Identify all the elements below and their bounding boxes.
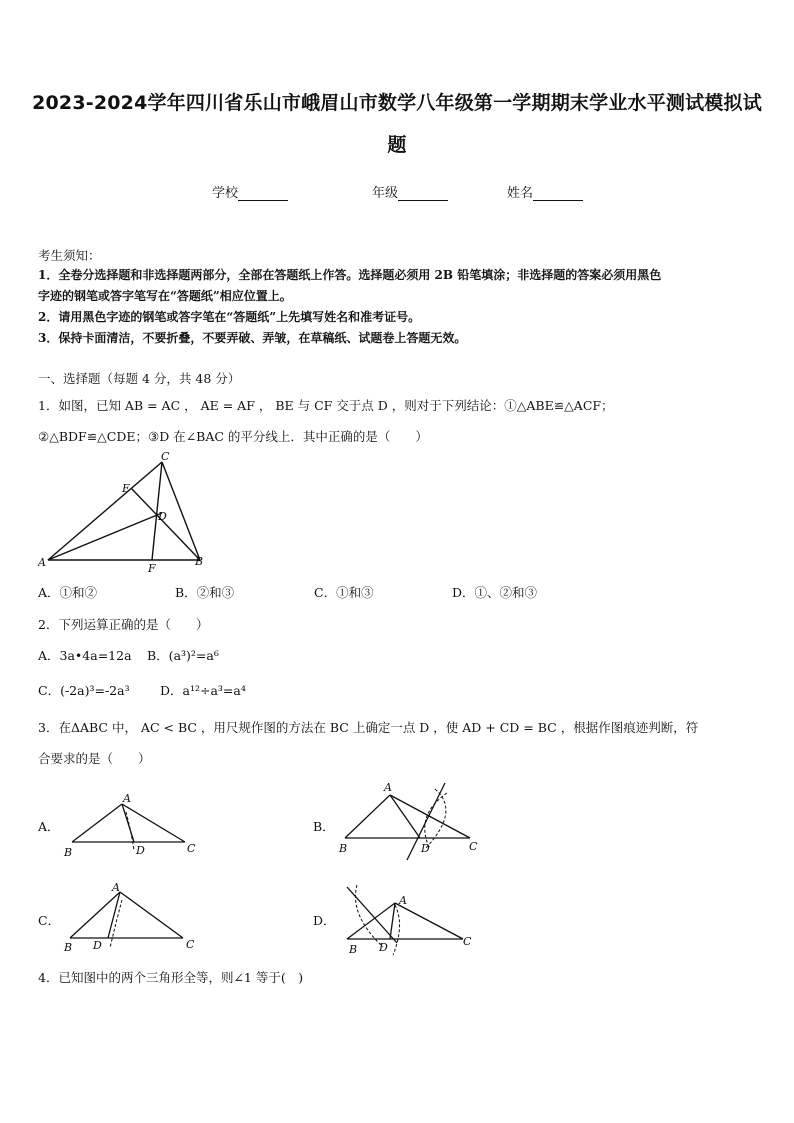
q3b-label-C: C xyxy=(469,840,478,853)
q3-option-d-letter[interactable]: D． xyxy=(313,913,336,928)
q1-label-A: A xyxy=(38,556,46,569)
q3d-label-C: C xyxy=(463,935,472,948)
q2-option-b[interactable] xyxy=(147,646,219,664)
q2-option-c[interactable] xyxy=(38,681,130,699)
q3-option-d-figure xyxy=(335,875,495,960)
q1-label-B: B xyxy=(195,555,204,568)
section-heading: 一、选择题（每题 4 分，共 48 分） xyxy=(38,371,241,386)
grade-label: 年级 xyxy=(372,186,399,201)
q3a-label-B: B xyxy=(64,846,73,859)
q3b-label-B: B xyxy=(339,842,348,855)
q1-option-c[interactable]: C．①和③ xyxy=(314,585,374,600)
school-label: 学校 xyxy=(212,186,239,201)
school-field xyxy=(212,182,288,201)
q1-stem-line1: 1．如图，已知 AB = AC ， AE = AF ， BE 与 CF 交于点 D ，则对于下列结论：①△ABE≌△ACF； xyxy=(38,398,614,413)
notice-item-1b: 字迹的钢笔或答字笔写在“答题纸”相应位置上。 xyxy=(38,289,292,303)
q2-option-d[interactable]: D．a¹²÷a³=a⁴ xyxy=(160,683,246,698)
q3c-label-B: B xyxy=(64,941,73,954)
q2-option-c-post: ³=-2a³ xyxy=(89,683,130,698)
q3-stem-line1: 3．在ΔABC 中， AC < BC ，用尺规作图的方法在 BC 上确定一点 D ，使 AD + CD = BC ，根据作图痕迹判断，符 xyxy=(38,720,699,735)
q3-option-b-figure xyxy=(335,775,495,865)
school-blank[interactable] xyxy=(238,187,288,201)
q3a-label-C: C xyxy=(187,842,196,855)
q3d-label-D: D xyxy=(379,941,388,954)
page-title: 2023-2024学年四川省乐山市峨眉山市数学八年级第一学期期末学业水平测试模拟试 xyxy=(32,92,762,114)
notice-item-2: 2．请用黑色字迹的钢笔或答字笔在“答题纸”上先填写姓名和准考证号。 xyxy=(38,310,421,324)
q4-stem: 4．已知图中的两个三角形全等，则∠1 等于( ) xyxy=(38,970,304,985)
q1-label-D: D xyxy=(158,510,167,523)
q3-stem-line2: 合要求的是（ ） xyxy=(38,751,151,766)
q3c-label-D: D xyxy=(93,939,102,952)
notice-item-1: 1．全卷分选择题和非选择题两部分，全部在答题纸上作答。选择题必须用 2B 铅笔填涂；非选择题的答案必须用黑色 xyxy=(38,268,662,282)
page-title-cont: 题 xyxy=(387,134,407,156)
q1-label-C: C xyxy=(161,452,170,463)
name-label: 姓名 xyxy=(507,186,534,201)
q1-option-b[interactable]: B．②和③ xyxy=(175,585,235,600)
q1-option-d[interactable]: D．①、②和③ xyxy=(452,585,538,600)
q2-stem: 2．下列运算正确的是（ ） xyxy=(38,617,209,632)
q3-option-a-figure xyxy=(60,790,210,860)
q3c-label-C: C xyxy=(186,938,195,951)
q2-option-c-pre: C．(-2a) xyxy=(38,683,90,698)
q2-option-b-pre: B．(a³) xyxy=(147,648,191,663)
q3c-label-A: A xyxy=(112,881,120,894)
q2-option-b-post: ²=a⁶ xyxy=(190,648,219,663)
q3-option-c-figure xyxy=(60,878,210,958)
q3-option-b-letter[interactable]: B． xyxy=(313,819,335,834)
q1-stem-line2: ②△BDF≌△CDE；③D 在∠BAC 的平分线上．其中正确的是（ ） xyxy=(38,429,428,444)
q3b-label-A: A xyxy=(384,781,392,794)
q1-option-a[interactable]: A．①和② xyxy=(38,585,98,600)
q3-option-a-letter[interactable]: A． xyxy=(38,819,60,834)
name-field xyxy=(507,182,583,201)
q3d-label-A: A xyxy=(399,894,407,907)
q3b-label-D: D xyxy=(421,842,430,855)
q2-option-a[interactable]: A．3a•4a=12a xyxy=(38,648,132,663)
grade-field xyxy=(372,182,448,201)
q1-triangle-figure xyxy=(38,452,218,577)
q3-option-c-letter[interactable]: C． xyxy=(38,913,61,928)
q1-label-F: F xyxy=(148,562,156,575)
notice-heading: 考生须知： xyxy=(38,248,101,263)
name-blank[interactable] xyxy=(533,187,583,201)
grade-blank[interactable] xyxy=(398,187,448,201)
notice-item-3: 3．保持卡面清洁，不要折叠，不要弄破、弄皱，在草稿纸、试题卷上答题无效。 xyxy=(38,331,467,345)
q3d-label-B: B xyxy=(349,943,358,956)
q1-label-E: E xyxy=(122,482,131,495)
q3a-label-D: D xyxy=(136,844,145,857)
q3a-label-A: A xyxy=(123,792,131,805)
